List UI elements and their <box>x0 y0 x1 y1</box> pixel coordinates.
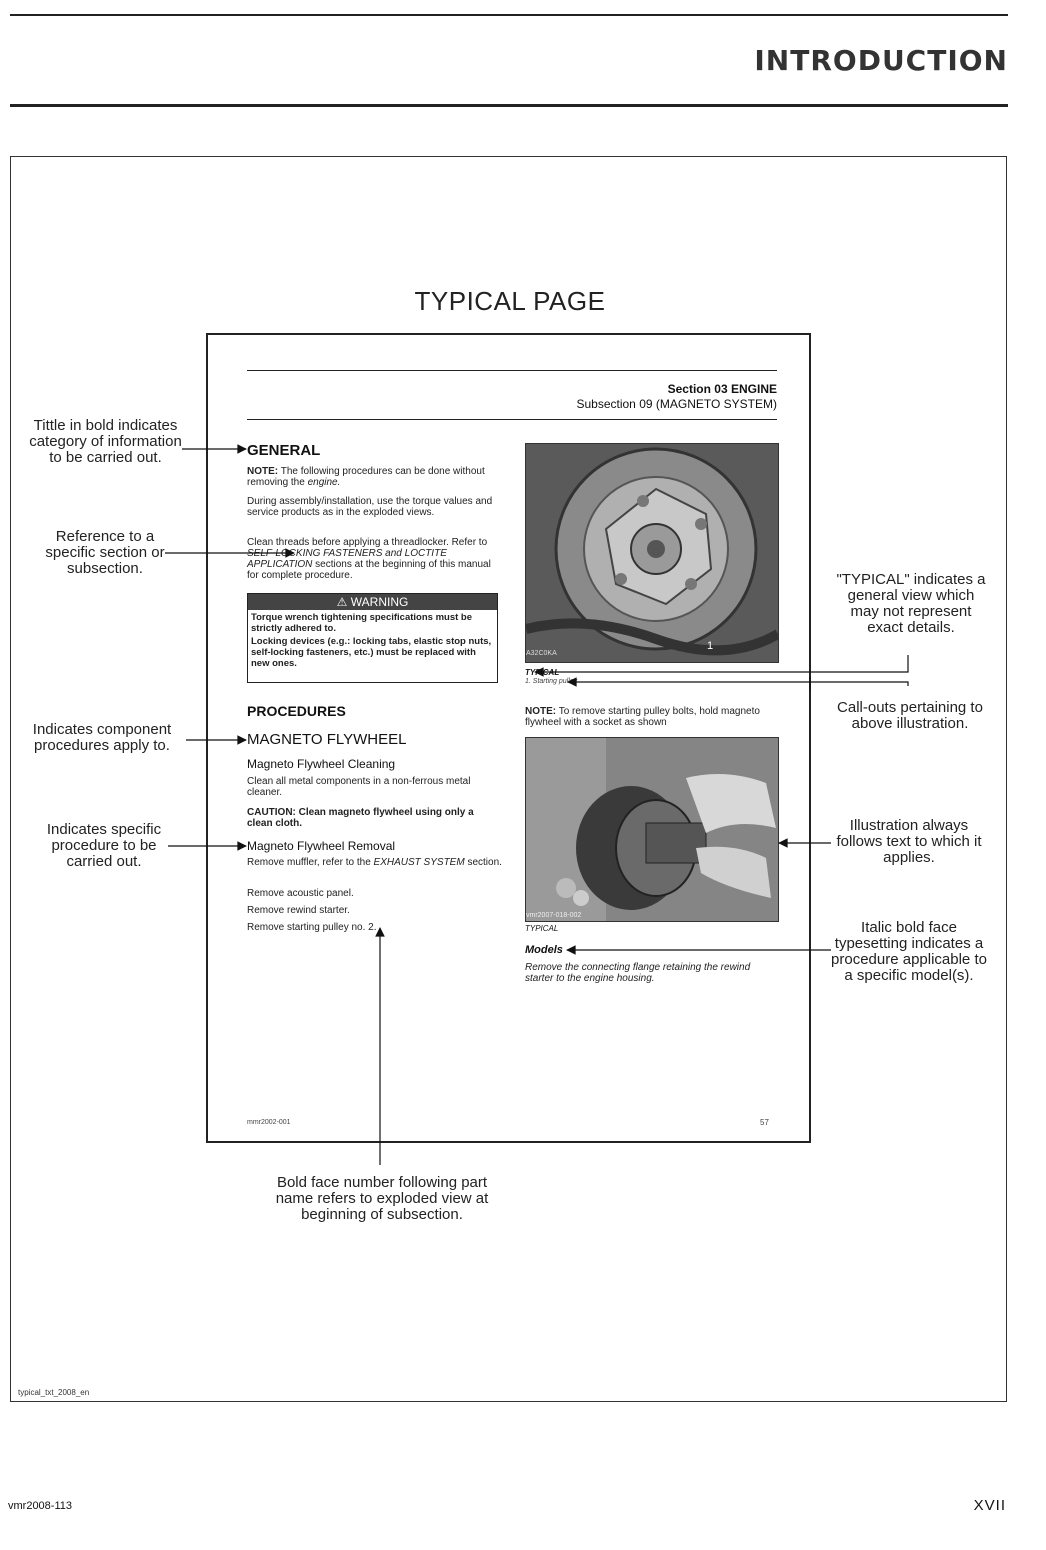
cleaning-text: Clean all metal components in a non-ferrous metal cleaner. <box>247 776 471 798</box>
annotation-typical: "TYPICAL" indicates a general view which may not represent exact details. <box>836 571 986 636</box>
annotation-callouts: Call-outs pertaining to above illustration. <box>837 699 983 732</box>
models-text: Remove the connecting flange retaining the rewind starter to the engine housing. <box>525 962 751 984</box>
warning-text2: Locking devices (e.g.: locking tabs, elastic stop nuts, self-locking fasteners, etc.) must be replaced with new ones. <box>251 636 492 669</box>
caution-label: CAUTION: <box>247 807 296 818</box>
para2-ref: SELF-LOCKING FASTENERS and LOCTITE APPLICATION <box>247 548 447 570</box>
annotation-procedure: Indicates specific procedure to be carried out. <box>46 821 162 870</box>
sample-footer-code: mmr2002-001 <box>247 1119 291 1126</box>
general-para1: During assembly/installation, use the torque values and service products as in the exploded views. <box>247 496 493 518</box>
annotation-bold-number: Bold face number following part name refers to exploded view at beginning of subsection. <box>275 1174 489 1223</box>
note-label: NOTE: <box>247 466 279 477</box>
annotation-illustration: Illustration always follows text to which it applies. <box>836 817 982 866</box>
note-italic: engine. <box>307 477 341 488</box>
step2: Remove rewind starter. <box>247 905 350 916</box>
general-heading: GENERAL <box>247 442 321 459</box>
warning-text1: Torque wrench tightening specifications must be strictly adhered to. <box>251 612 472 634</box>
photo2-code: vmr2007-018-002 <box>526 912 582 919</box>
removal-ref: EXHAUST SYSTEM <box>373 857 465 868</box>
para2-a: Clean threads before applying a threadlocker. Refer to <box>247 537 488 548</box>
procedures-heading: PROCEDURES <box>247 703 346 719</box>
note2-label: NOTE: <box>525 706 557 717</box>
cleaning-heading: Magneto Flywheel Cleaning <box>247 757 396 771</box>
typical2-label: TYPICAL <box>525 924 559 933</box>
typical-page-heading: TYPICAL PAGE <box>414 286 606 316</box>
step3: Remove starting pulley no. 2. <box>247 922 377 933</box>
models-heading: Models <box>525 944 563 956</box>
removal-heading: Magneto Flywheel Removal <box>247 839 396 853</box>
sample-section: Section 03 ENGINE <box>667 382 777 396</box>
caution-body: Clean magneto flywheel using only a clean cloth. <box>247 807 474 829</box>
page-number: XVII <box>973 1497 1006 1514</box>
page-footer-code: vmr2008-113 <box>8 1500 72 1512</box>
component-heading: MAGNETO FLYWHEEL <box>247 731 407 748</box>
annotation-component: Indicates component procedures apply to. <box>32 721 172 754</box>
removal-b: section. <box>467 857 502 868</box>
removal-a: Remove muffler, refer to the <box>247 857 371 868</box>
warning-title: ⚠ WARNING <box>248 594 497 610</box>
step1: Remove acoustic panel. <box>247 888 354 899</box>
sample-footer-page: 57 <box>760 1118 769 1127</box>
note-text: The following procedures can be done without removing the <box>247 466 485 488</box>
annotation-italic: Italic bold face typesetting indicates a procedure applicable to a specific model(s). <box>831 919 987 984</box>
typical1-label: TYPICAL <box>525 668 560 677</box>
photo1-code: A32C0KA <box>526 650 557 657</box>
annotation-reference: Reference to a specific section or subsection. <box>45 528 165 577</box>
para2-b: sections at the beginning of this manual for complete procedure. <box>247 559 491 581</box>
annotation-title-bold: Tittle in bold indicates category of information to be carried out. <box>29 417 182 466</box>
note2-text: To remove starting pulley bolts, hold magneto flywheel with a socket as shown <box>525 706 760 728</box>
typical1-callout: 1. Starting pulley <box>525 678 578 685</box>
frame-footer: typical_txt_2008_en <box>18 1388 90 1397</box>
sample-subsection: Subsection 09 (MAGNETO SYSTEM) <box>576 397 777 411</box>
chapter-title: INTRODUCTION <box>754 44 1008 77</box>
photo1-callout: 1 <box>707 640 714 652</box>
